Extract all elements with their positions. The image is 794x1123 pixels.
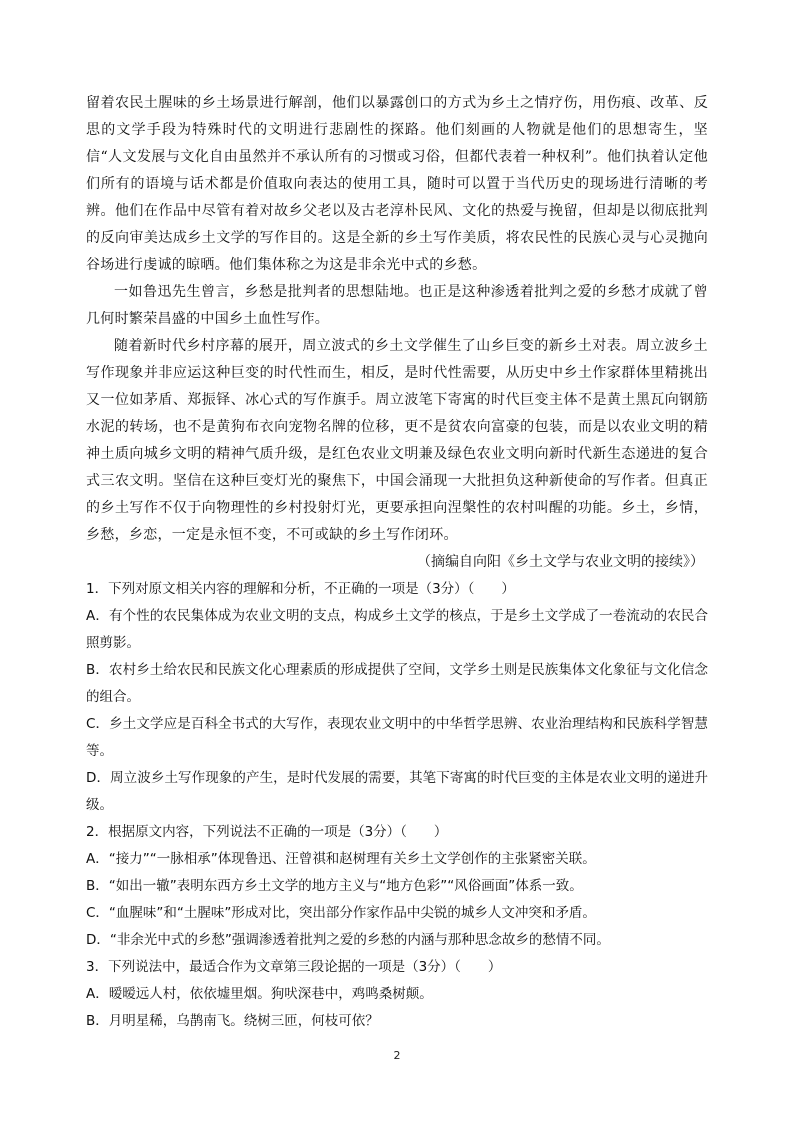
question-3 bbox=[86, 954, 708, 1035]
question-option: A．暧暧远人村，依依墟里烟。狗吠深巷中，鸡鸣桑树颠。 bbox=[86, 986, 433, 1002]
question-option: C．乡土文学应是百科全书式的大写作，表现农业文明中的中华哲学思辨、农业治理结构和民族科学智慧等。 bbox=[86, 716, 708, 759]
passage-paragraph: 一如鲁迅先生曾言，乡愁是批判者的思想陆地。也正是这种渗透着批判之爱的乡愁才成就了曾几何时繁荣昌盛的中国乡土血性写作。 bbox=[86, 284, 708, 327]
question-option: C．“血腥味”和“土腥味”形成对比，突出部分作家作品中尖锐的城乡人文冲突和矛盾。 bbox=[86, 905, 596, 921]
question-1 bbox=[86, 576, 708, 819]
passage-paragraph: 留着农民土腥味的乡土场景进行解剖，他们以暴露创口的方式为乡土之情疗伤，用伤痕、改革、反思的文学手段为特殊时代的文明进行悲剧性的探路。他们刻画的人物就是他们的思想寄生，坚信“人文发展与文化自由虽然并不承认所有的习惯或习俗，但都代表着一种权利”。他们执着认定他们所有的语境与话术都是价值取向表达的使用工具，随时可以置于当代历史的现场进行清晰的考辨。他们在作品中尽管有着对故乡父老以及古老淳朴民风、文化的热爱与挽留，但却是以彻底批判的反向审美达成乡土文学的写作目的。这是全新的乡土写作美质，将农民性的民族心灵与心灵抛向谷场进行虔诚的晾晒。他们集体称之为这是非余光中式的乡愁。 bbox=[86, 95, 708, 273]
question-option: B．月明星稀，乌鹊南飞。绕树三匝，何枝可依？ bbox=[86, 1013, 379, 1029]
passage-paragraph: 随着新时代乡村序幕的展开，周立波式的乡土文学催生了山乡巨变的新乡土对表。周立波乡土写作现象并非应运这种巨变的时代性而生，相反，是时代性需要，从历史中乡土作家群体里精挑出又一位如茅盾、郑振铎、冰心式的写作旗手。周立波笔下寄寓的时代巨变主体不是黄土黑瓦向钢筋水泥的转场，也不是黄狗布衣向宠物名牌的位移，更不是贫农向富豪的包装，而是以农业文明的精神土质向城乡文明的精神气质升级，是红色农业文明兼及绿色农业文明向新时代新生态递进的复合式三农文明。坚信在这种巨变灯光的聚焦下，中国会涌现一大批担负这种新使命的写作者。但真正的乡土写作不仅于向物理性的乡村投射灯光，更要承担向涅槃性的农村叫醒的功能。乡土，乡情，乡愁，乡恋，一定是永恒不变，不可或缺的乡土写作闭环。 bbox=[86, 338, 708, 543]
question-stem: 2．根据原文内容，下列说法不正确的一项是（3分）（ ） bbox=[86, 824, 448, 840]
question-option: A．“接力”“一脉相承”体现鲁迅、汪曾祺和赵树理有关乡土文学创作的主张紧密关联。 bbox=[86, 851, 596, 867]
question-list bbox=[86, 576, 708, 1035]
question-2 bbox=[86, 819, 708, 954]
question-stem: 1．下列对原文相关内容的理解和分析，不正确的一项是（3分）（ ） bbox=[86, 581, 515, 597]
article-passage bbox=[86, 90, 708, 549]
page-number: 2 bbox=[393, 1049, 401, 1062]
source-citation: （摘编自向阳《乡土文学与农业文明的接续》） bbox=[417, 554, 704, 570]
question-stem: 3．下列说法中，最适合作为文章第三段论据的一项是（3分）（ ） bbox=[86, 959, 502, 975]
question-option: B．农村乡土给农民和民族文化心理素质的形成提供了空间，文学乡土则是民族集体文化象征与文化信念的组合。 bbox=[86, 662, 708, 705]
question-option: B．“如出一辙”表明东西方乡土文学的地方主义与“地方色彩”“风俗画面”体系一致。 bbox=[86, 878, 583, 894]
question-option: A．有个性的农民集体成为农业文明的支点，构成乡土文学的核点，于是乡土文学成了一卷流动的农民合照剪影。 bbox=[86, 608, 708, 651]
question-option: D．“非余光中式的乡愁”强调渗透着批判之爱的乡愁的内涵与那种思念故乡的愁情不同。 bbox=[86, 932, 610, 948]
question-option: D．周立波乡土写作现象的产生，是时代发展的需要，其笔下寄寓的时代巨变的主体是农业文明的递进升级。 bbox=[86, 770, 708, 813]
